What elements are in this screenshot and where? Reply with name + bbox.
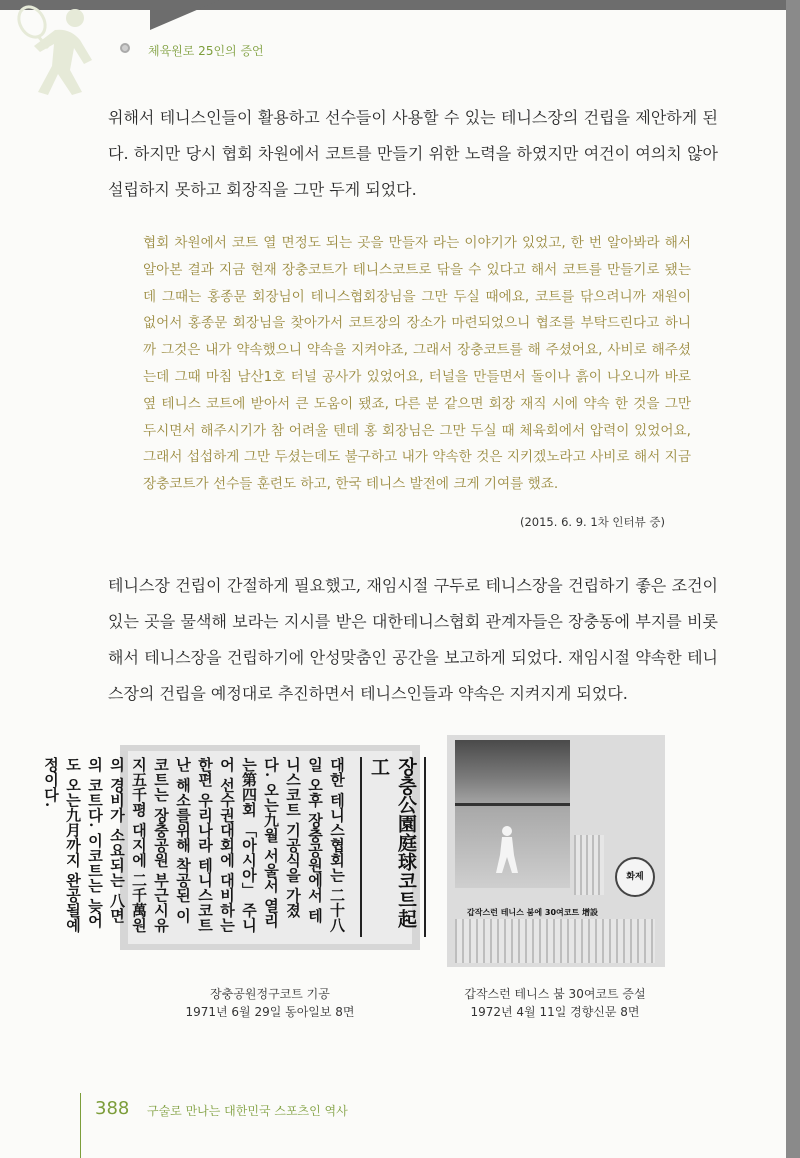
tennis-player-figure-icon (492, 825, 522, 875)
figure-caption (440, 985, 670, 1021)
figure-caption (130, 985, 410, 1021)
running-header: 체육원로 25인의 증언 (148, 44, 264, 58)
newspaper-clipping-kyunghyang (447, 735, 665, 967)
caption-line: 갑작스런 테니스 붐 30여코트 증설 (464, 987, 646, 1001)
clipping-headline: 갑작스런 테니스 붐에 30여코트 增設 (467, 908, 599, 917)
caption-line: 1971년 6월 29일 동아일보 8면 (185, 1005, 355, 1019)
newspaper-clipping-donga (42, 745, 420, 950)
caption-line: 장충공원정구코트 기공 (210, 987, 330, 1001)
body-paragraph: 테니스장 건립이 간절하게 필요했고, 재임시절 구두로 테니스장을 건립하기 좋은 조건이 있는 곳을 물색해 보라는 지시를 받은 대한테니스협회 관계자들은 장충동에 부지를 비롯해서 테니스장을 건립하기에 안성맞춤인 공간을 보고하게 되었다. 재임시절 약속한 테니스장의 건립을 예정대로 추진하면서 테니스인들과 약속은 지켜지게 되었다. (108, 576, 718, 703)
tennis-player-logo-icon (0, 0, 110, 95)
clipping-badge: 화제 (615, 857, 655, 897)
clipping-side-columns (574, 835, 604, 895)
body-paragraph: 위해서 테니스인들이 활용하고 선수들이 사용할 수 있는 테니스장의 건립을 제안하게 된다. 하지만 당시 협회 차원에서 코트를 만들기 위한 노력을 하였지만 여건이 여의치 않아 설립하지 못하고 회장직을 그만 두게 되었다. (108, 108, 718, 199)
quote-citation: (2015. 6. 9. 1차 인터뷰 중) (520, 515, 665, 529)
caption-line: 1972년 4월 11일 경향신문 8면 (470, 1005, 640, 1019)
top-band (0, 0, 800, 10)
clipping-text-columns (455, 919, 655, 963)
top-wedge (150, 0, 220, 30)
page-right-edge (786, 0, 800, 1158)
interview-quote: 협회 차원에서 코트 열 면정도 되는 곳을 만들자 라는 이야기가 있었고, 한 번 알아봐라 해서 알아본 결과 지금 현재 장충코트가 테니스코트로 닦을 수 있다고 해서 코트를 만들기로 됐는데 그때는 홍종문 회장님이 테니스협회장님을 그만 두실 때에요, 코트를 닦으려니까 재원이 없어서 홍종문 회장님을 찾아가서 코트장의 장소가 마련되었으니 협조를 부탁드린다고 하니까 그것은 내가 약속했으니 약속을 지켜야죠, 그래서 장충코트를 해 주셨어요, 사비로 해주셨는데 그때 마침 남산1호 터널 공사가 있었어요, 터널을 만들면서 돌이나 흙이 나오니까 바로 옆 테니스 코트에 받아서 큰 도움이 됐죠, 다른 분 같으면 회장 재직 시에 약속 한 것을 그만 두시면서 해주시기가 참 어려울 텐데 홍 회장님은 그만 두실 때 체육회에서 압력이 있었어요, 그래서 섭섭하게 그만 두셨는데도 불구하고 내가 약속한 것은 지키겠노라고 사비로 해서 지금 장충코트가 선수들 훈련도 하고, 한국 테니스 발전에 크게 기여를 했죠. (143, 235, 691, 493)
header-bullet-icon (120, 43, 130, 53)
clipping-headline: 장충公園庭球코트起工 (360, 757, 426, 937)
tennis-net (455, 803, 570, 806)
page-number: 388 (95, 1098, 130, 1119)
footer-divider (80, 1093, 81, 1158)
clipping-body: 대한 테니스협회는 二十八일 오후 장충공원에서 테니스코트 기공식을 가졌다. 오는九월 서울서 열리는第四회 「아시아」 주니어 선수권대회에 대비하는 한편 우리나라 테니스코트난 해소를위해 착공된 이 코트는 장충공원 부근시유지五千평 대지에 二千萬원의 경비가 소요되는 八면의 코트다. 이코트는 늦어도 오는九月까지 완공될예정이다. (42, 757, 346, 933)
book-title: 구술로 만나는 대한민국 스포츠인 역사 (147, 1104, 348, 1118)
